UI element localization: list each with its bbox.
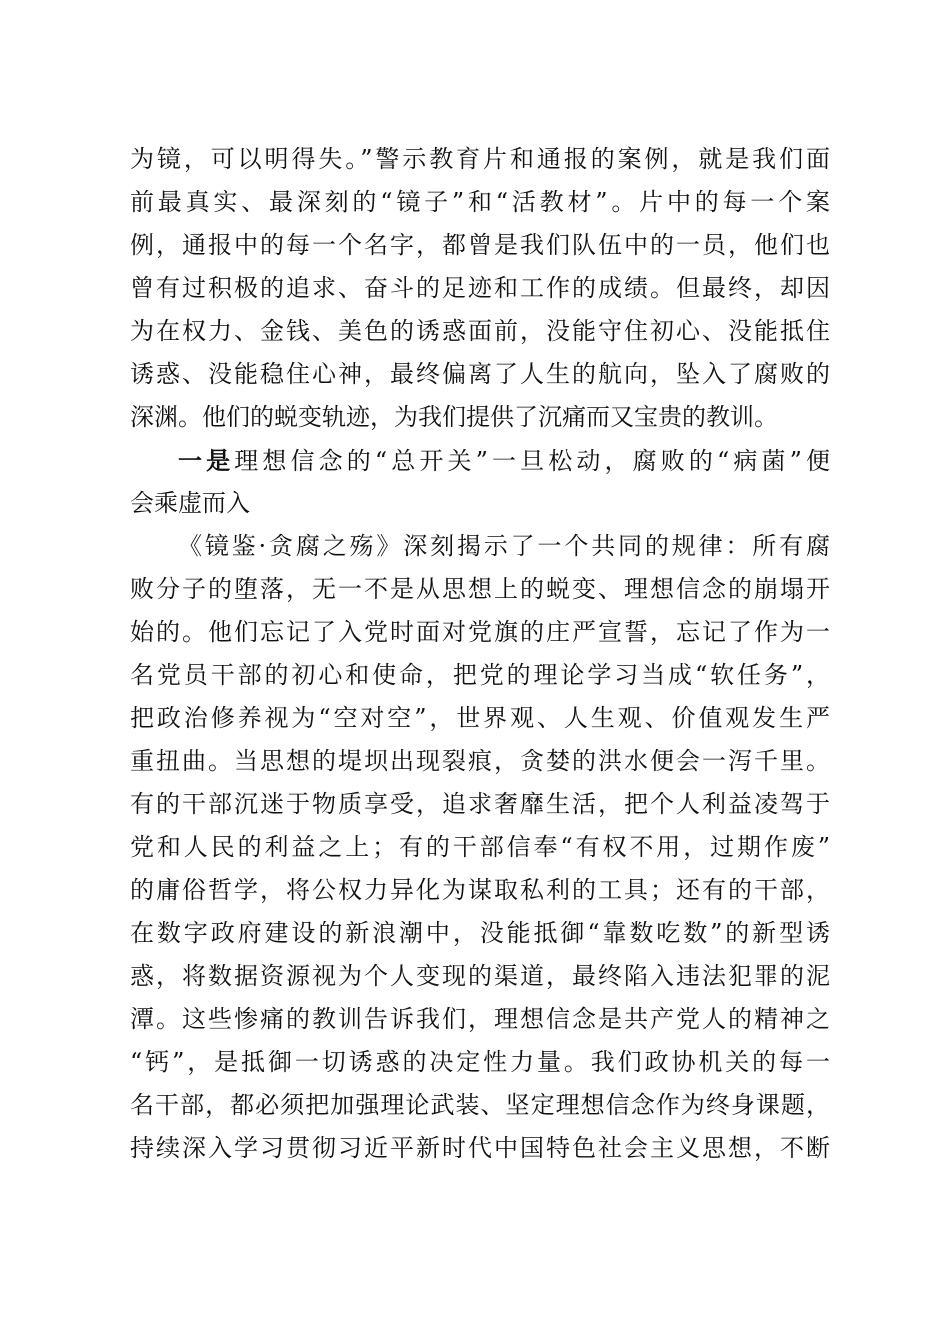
text-line: “钙”，是抵御一切诱惑的决定性力量。我们政协机关的每一 (130, 1048, 830, 1076)
heading-line: 会乘虚而入 (130, 489, 250, 517)
document-body (130, 138, 830, 1170)
text-line: 在数字政府建设的新浪潮中，没能抵御“靠数吃数”的新型诱 (130, 919, 830, 947)
heading-text: 理想信念的“总开关”一旦松动，腐败的“病菌”便 (234, 447, 831, 475)
text-line: 有的干部沉迷于物质享受，追求奢靡生活，把个人利益凌驾于 (130, 790, 830, 818)
text-line: 前最真实、最深刻的“镜子”和“活教材”。片中的每一个案 (130, 188, 830, 216)
text-line: 持续深入学习贯彻习近平新时代中国特色社会主义思想，不断 (130, 1134, 830, 1162)
heading-line (130, 439, 830, 482)
text-line: 始的。他们忘记了入党时面对党旗的庄严宣誓，忘记了作为一 (130, 618, 830, 646)
text-line: 《镜鉴·贪腐之殇》深刻揭示了一个共同的规律：所有腐 (178, 532, 830, 560)
text-line: 为在权力、金钱、美色的诱惑面前，没能守住初心、没能抵住 (130, 317, 830, 345)
text-line: 深渊。他们的蜕变轨迹，为我们提供了沉痛而又宝贵的教训。 (130, 403, 778, 431)
text-line: 重扭曲。当思想的堤坝出现裂痕，贪婪的洪水便会一泻千里。 (130, 747, 830, 775)
section-heading (130, 439, 830, 525)
paragraph-1 (130, 138, 830, 439)
text-line: 例，通报中的每一个名字，都曾是我们队伍中的一员，他们也 (130, 231, 830, 259)
text-line: 名干部，都必须把加强理论武装、坚定理想信念作为终身课题， (130, 1091, 830, 1119)
text-line: 惑，将数据资源视为个人变现的渠道，最终陷入违法犯罪的泥 (130, 962, 830, 990)
text-line: 为镜，可以明得失。”警示教育片和通报的案例，就是我们面 (130, 145, 830, 173)
text-line: 曾有过积极的追求、奋斗的足迹和工作的成绩。但最终，却因 (130, 274, 830, 302)
text-line: 的庸俗哲学，将公权力异化为谋取私利的工具；还有的干部， (130, 876, 830, 904)
paragraph-2 (130, 525, 830, 1170)
text-line: 败分子的堕落，无一不是从思想上的蜕变、理想信念的崩塌开 (130, 575, 830, 603)
text-line: 诱惑、没能稳住心神，最终偏离了人生的航向，坠入了腐败的 (130, 360, 830, 388)
heading-lead: 一是 (178, 446, 235, 475)
text-line: 潭。这些惨痛的教训告诉我们，理想信念是共产党人的精神之 (130, 1005, 830, 1033)
text-line: 名党员干部的初心和使命，把党的理论学习当成“软任务”， (130, 661, 830, 689)
text-line: 把政治修养视为“空对空”，世界观、人生观、价值观发生严 (130, 704, 830, 732)
text-line: 党和人民的利益之上；有的干部信奉“有权不用，过期作废” (130, 833, 830, 861)
